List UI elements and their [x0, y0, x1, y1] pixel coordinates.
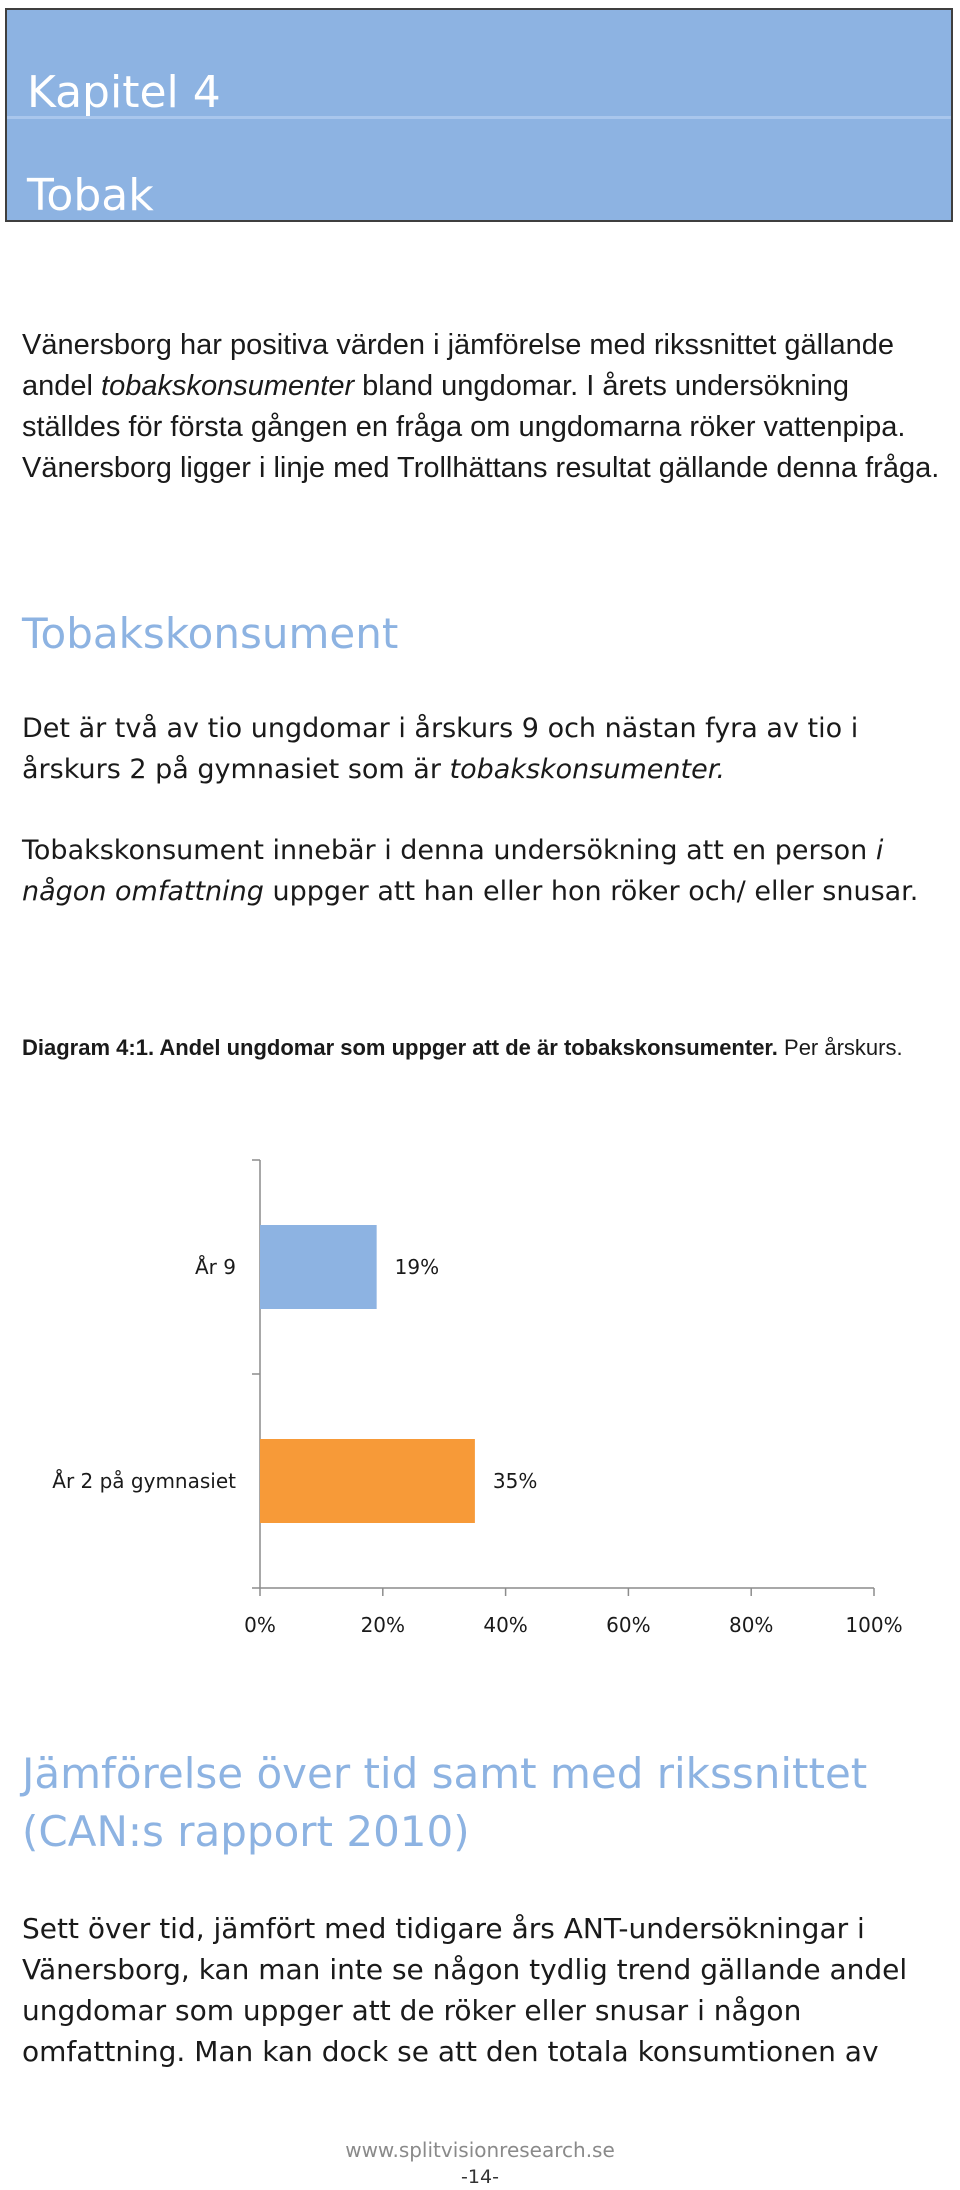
intro-paragraph: Vänersborg har positiva värden i jämförelse med rikssnittet gällande andel tobakskonsumenter bland ungdomar. I årets undersökning ställdes för första gången en fråga om ungdomarna röker vattenpipa. Vänersborg ligger i linje med Trollhättans resultat gällande denna fråga.	[22, 329, 940, 484]
x-tick-label: 20%	[360, 1613, 406, 1637]
x-tick-label: 0%	[244, 1613, 276, 1637]
bar-chart	[0, 1140, 960, 1660]
section-heading-tobakskonsument: Tobakskonsument	[22, 609, 399, 658]
page-number: -14-	[461, 2166, 499, 2188]
bar	[260, 1439, 475, 1523]
x-tick-label: 40%	[483, 1613, 528, 1637]
bar	[260, 1225, 377, 1309]
category-label: År 9	[195, 1255, 236, 1279]
data-label: 35%	[492, 1469, 538, 1493]
x-tick-label: 100%	[845, 1613, 903, 1637]
category-label: År 2 på gymnasiet	[52, 1469, 236, 1493]
footer-url: www.splitvisionresearch.se	[345, 2138, 615, 2162]
x-tick-label: 80%	[728, 1613, 774, 1637]
chapter-header	[5, 8, 953, 222]
chapter-number: Kapitel 4	[27, 67, 221, 118]
section1-paragraph-1: Det är två av tio ungdomar i årskurs 9 och nästan fyra av tio i årskurs 2 på gymnasiet som är tobakskonsumenter.	[22, 713, 859, 785]
diagram-caption: Diagram 4:1. Andel ungdomar som uppger att de är tobakskonsumenter. Per årskurs.	[22, 1035, 903, 1060]
intro-term: tobakskonsumenter	[101, 370, 355, 402]
section1-paragraph-2: Tobakskonsument innebär i denna undersökning att en person i någon omfattning uppger att han eller hon röker och/ eller snusar.	[22, 835, 919, 907]
data-label: 19%	[394, 1255, 440, 1279]
section2-paragraph: Sett över tid, jämfört med tidigare års ANT-undersökningar i Vänersborg, kan man inte se någon tydlig trend gällande andel ungdomar som uppger att de röker eller snusar i någon omfattning. Man kan dock se att den totala konsumtionen av	[22, 1912, 908, 2068]
x-tick-label: 60%	[606, 1613, 651, 1637]
section-heading-comparison: Jämförelse över tid samt med rikssnittet (CAN:s rapport 2010)	[22, 1749, 868, 1856]
chapter-title: Tobak	[27, 170, 154, 221]
